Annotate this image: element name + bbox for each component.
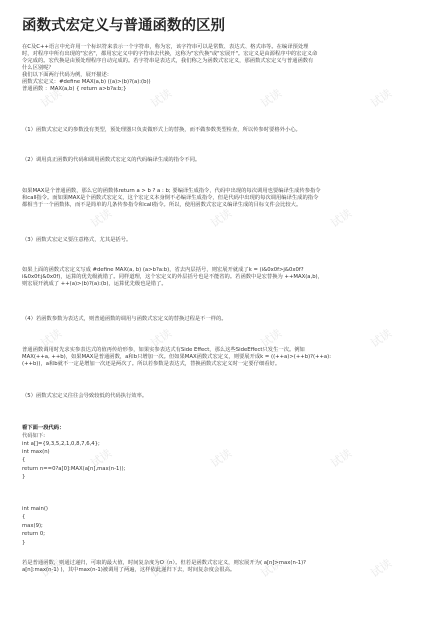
code-line: int main()	[22, 506, 48, 512]
watermark: 试读	[38, 556, 65, 581]
intro-line: 令完成的。宏代换是由预处理程序自动完成的。若字符串是表达式，我们称之为函数式宏定义，那函数式宏定义与普通函数有	[22, 58, 314, 64]
watermark: 试读	[88, 206, 115, 231]
paragraph-6: （4）若函数参数为表达式，则普通函数的调用与函数式宏定义的替换过程是不一样的。	[22, 316, 227, 322]
watermark: 试读	[368, 556, 395, 581]
watermark: 试读	[38, 326, 65, 351]
code-line: max(9);	[22, 523, 43, 529]
code-line: 代码如下:	[22, 433, 45, 439]
code-line: return n==0?a[0]:MAX(a[n],max(n-1));	[22, 466, 126, 472]
watermark: 试读	[368, 326, 395, 351]
watermark: 试读	[148, 556, 175, 581]
code-line: }	[22, 540, 26, 546]
outro-line: a[n]:max(n-1) )，其中max(n-1)被调用了两遍，这样依此递归下去，时间复杂度会很高。	[22, 567, 236, 573]
paragraph-1: （1）函数式宏定义的参数没有类型，预处理器只负责做形式上的替换，而不做参数类型检查，所以传参时要格外小心。	[22, 127, 301, 133]
code-line: }	[22, 474, 26, 480]
intro-line: 我们以下面两行代码为例，展开描述：	[22, 72, 113, 78]
watermark: 试读	[368, 86, 395, 111]
watermark: 试读	[208, 446, 235, 471]
intro-line: 什么区别呢？	[22, 65, 54, 71]
watermark: 试读	[258, 326, 285, 351]
paragraph-3-line: 如果MAX是个普通函数，那么它的函数体return a > b ? a : b; 要编译生成指令，代码中出现的每次调用也要编译生成传参指令	[22, 188, 321, 194]
paragraph-2: （2）调用真正函数的代码和调用函数式宏定义的代码编译生成的指令不同。	[22, 157, 201, 163]
paragraph-5-line: 如果上面的函数式宏定义写成 #define MAX(a, b) (a>b?a:b)，省去内层括号，则宏展开就成了k = (i&0x0f>j&0x0f?	[22, 267, 304, 273]
paragraph-3-line: 都相当于一个函数体，而不是简单的几条传参指令和call指令。所以，使用函数式宏定义编译生成的目标文件会比较大。	[22, 202, 302, 208]
code-line: int max(n)	[22, 449, 50, 455]
paragraph-5-line: 则宏展开就成了 ++(a)>(b)?(a):(b)，运算优先级也是错了。	[22, 281, 167, 287]
watermark: 试读	[148, 326, 175, 351]
code-line: int a[]={9,3,5,2,1,0,8,7,6,4};	[22, 441, 100, 447]
watermark: 试读	[88, 446, 115, 471]
paragraph-7-line: (++b))，a和b就不一定是增加一次还是两次了。所以若参数是表达式，替换函数式宏定义时一定要仔细看好。	[22, 361, 281, 367]
paragraph-7-line: 普通函数调用时先求实参表达式的值再传给形参，如果实参表达式有Side Effect，那么这些SideEffect只发生一次。例如	[22, 347, 305, 353]
outro-line: 若是普通函数，则通过递归，可取的最大值，时间复杂度为O（n）。但若是函数式宏定义，则宏展开为( a[n]>max(n-1)?	[22, 560, 306, 566]
watermark: 试读	[328, 206, 355, 231]
code-heading: 看下面一段代码：	[22, 425, 65, 431]
watermark: 试读	[148, 86, 175, 111]
watermark: 试读	[258, 86, 285, 111]
intro-line: 普通函数 ：MAX(a,b) { return a>b?a:b;}	[22, 86, 127, 92]
watermark: 试读	[208, 206, 235, 231]
watermark: 试读	[328, 446, 355, 471]
intro-line: 时，对程序中所有出现的"宏名"，都用宏定义中的字符串去代换，这称为"宏代换"或"宏展开"。宏定义是由源程序中的宏定义命	[22, 51, 318, 57]
page-title: 函数式宏定义与普通函数的区别	[22, 18, 225, 34]
code-line: {	[22, 514, 26, 520]
code-line: {	[22, 457, 26, 463]
paragraph-3-line: 和call指令。而如果MAX是个函数式宏定义，这个宏定义本身倒不必编译生成指令，但是代码中出现的每次调用编译生成的指令	[22, 195, 319, 201]
watermark: 试读	[258, 556, 285, 581]
watermark: 试读	[38, 86, 65, 111]
paragraph-4: （3）函数式宏定义要注意格式，尤其是括号。	[22, 237, 132, 243]
paragraph-8: （5）函数式宏定义往往会导致较低的代码执行效率。	[22, 393, 148, 399]
paragraph-7-line: MAX(++a, ++b)，如果MAX是普通函数，a和b只增加一次。但如果MAX函数式宏定义，则要展开成k = ((++a)>(++b)?(++a):	[22, 354, 331, 360]
intro-line: 在C及C++语言中允许用一个标识符来表示一个字符串，称为宏，该字符串可以是常数、表达式、格式串等。在编译预处理	[22, 44, 309, 50]
intro-line: 函数式宏定义：#define MAX(a,b) ((a)>(b)?(a):(b))	[22, 79, 151, 85]
code-line: return 0;	[22, 531, 46, 537]
paragraph-5-line: i&0x0f:j&0x0f)，运算的优先级就错了。同样道理，这个宏定义的外层括号也是不能省的。若函数中是宏替换为 ++MAX(a,b)，	[22, 274, 323, 280]
